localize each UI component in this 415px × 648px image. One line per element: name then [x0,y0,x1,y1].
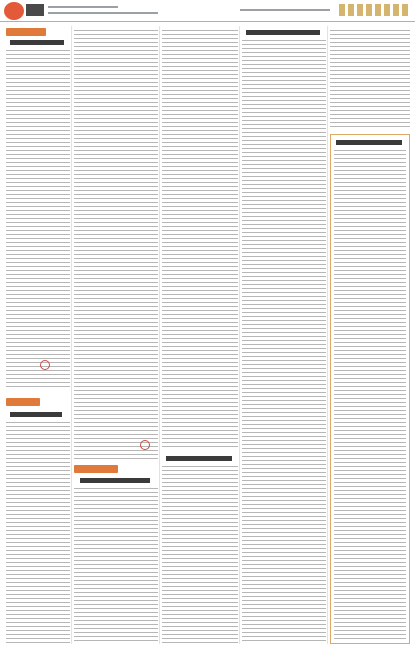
article-heading [10,40,64,45]
column-divider [327,26,328,644]
article-body [334,150,406,640]
column-1-tag-2 [6,398,40,406]
article-body [162,466,238,644]
official-seal [140,440,150,450]
article-body [162,30,238,450]
article-body [6,50,70,390]
column-divider [239,26,240,644]
page-number-badge [4,2,24,20]
edition-info-line [48,6,118,8]
article-heading [166,456,232,461]
column-1-tag [6,28,46,36]
contact-info-line [240,9,330,11]
article-heading [246,30,320,35]
newspaper-logo [339,4,409,16]
article-body [242,40,326,644]
article-body [74,30,158,460]
article-heading [336,140,402,145]
section-title [26,4,44,16]
article-heading [10,412,62,417]
article-heading [80,478,150,483]
column-divider [71,26,72,644]
article-body [74,488,158,644]
masthead [0,0,415,22]
official-seal [40,360,50,370]
edition-info-line-2 [48,12,158,14]
column-divider [159,26,160,644]
column-2-tag [74,465,118,473]
article-body [330,30,410,130]
article-body [6,422,70,644]
